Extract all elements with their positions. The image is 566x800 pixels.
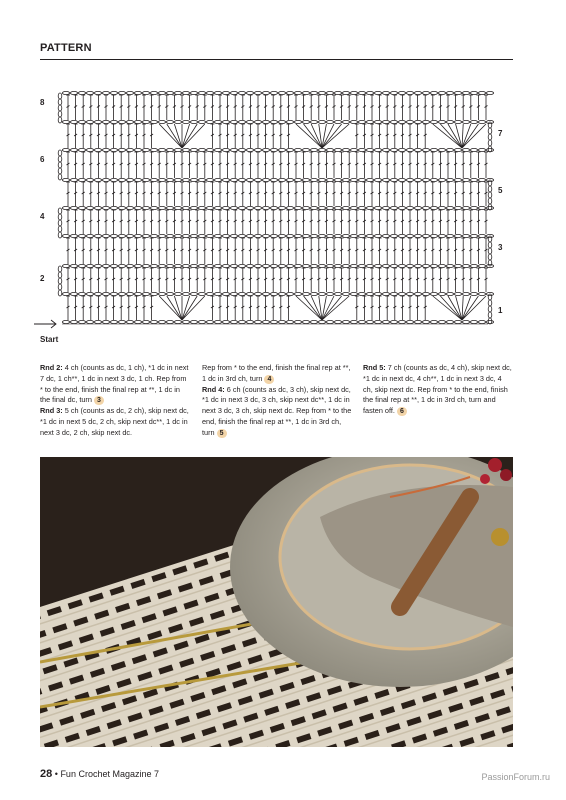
rnd3-text: 5 ch (counts as dc, 2 ch), skip next dc, *1 dc in next 5 dc, 2 ch, skip next dc**, 1 dc in next 3 dc, 2 ch, skip next dc. (40, 406, 189, 437)
watermark: PassionForum.ru (481, 772, 550, 782)
instructions-column-2 (202, 363, 352, 439)
start-label: Start (40, 335, 59, 344)
start-arrow-icon (34, 320, 56, 328)
row-label-2: 2 (40, 274, 45, 283)
page-footer (40, 768, 159, 780)
rnd2-step-badge: 3 (94, 396, 104, 405)
row-label-1: 1 (498, 306, 503, 315)
rnd2-label: Rnd 2: (40, 363, 63, 372)
row-label-4: 4 (40, 212, 45, 221)
publication-name: Fun Crochet Magazine 7 (60, 769, 159, 779)
rnd3-continued-text: Rep from * to the end, finish the final rep at **, 1 dc in 3rd ch, turn (202, 363, 351, 383)
rnd3-label: Rnd 3: (40, 406, 63, 416)
rnd3-step-badge: 4 (264, 375, 274, 384)
row-label-7: 7 (498, 129, 503, 138)
rnd4-label: Rnd 4: (202, 384, 225, 394)
rnd5-text: 7 ch (counts as dc, 4 ch), skip next dc, *1 dc in next dc, 4 ch**, 1 dc in next 3 dc, 4 ch, skip next dc. Rep from * to the end, finish the final rep at **, 1 dc in 3rd ch, turn and fasten off. (363, 363, 512, 416)
page-number: 28 (40, 768, 53, 780)
rnd5-step-badge: 6 (397, 407, 407, 416)
row-label-5: 5 (498, 186, 503, 195)
placemat-photo (40, 457, 513, 747)
rnd2-text: 4 ch (counts as dc, 1 ch), *1 dc in next 7 dc, 1 ch**, 1 dc in next 3 dc, 1 ch. Rep from * to the end, finish the final rep at **, 1 dc in the final dc, turn (40, 363, 189, 405)
crochet-chart (0, 0, 566, 345)
rnd4-text: 6 ch (counts as dc, 3 ch), skip next dc, *1 dc in next 3 dc, 3 ch, skip next dc**, 1 dc in next 3 dc, 3 ch, skip next dc. Rep from * to the end, finish the final rep at **, 1 dc in 3rd ch, turn (202, 384, 352, 437)
section-title: PATTERN (40, 42, 92, 54)
instructions-column-1 (40, 363, 190, 439)
rnd5-label: Rnd 5: (363, 363, 386, 372)
placemat-photo-illustration (40, 457, 513, 747)
instructions-column-3 (363, 363, 513, 417)
footer-bullet: • (54, 769, 58, 779)
rnd4-step-badge: 5 (217, 429, 227, 438)
row-label-3: 3 (498, 243, 503, 252)
row-label-6: 6 (40, 155, 45, 164)
row-label-8: 8 (40, 98, 45, 107)
